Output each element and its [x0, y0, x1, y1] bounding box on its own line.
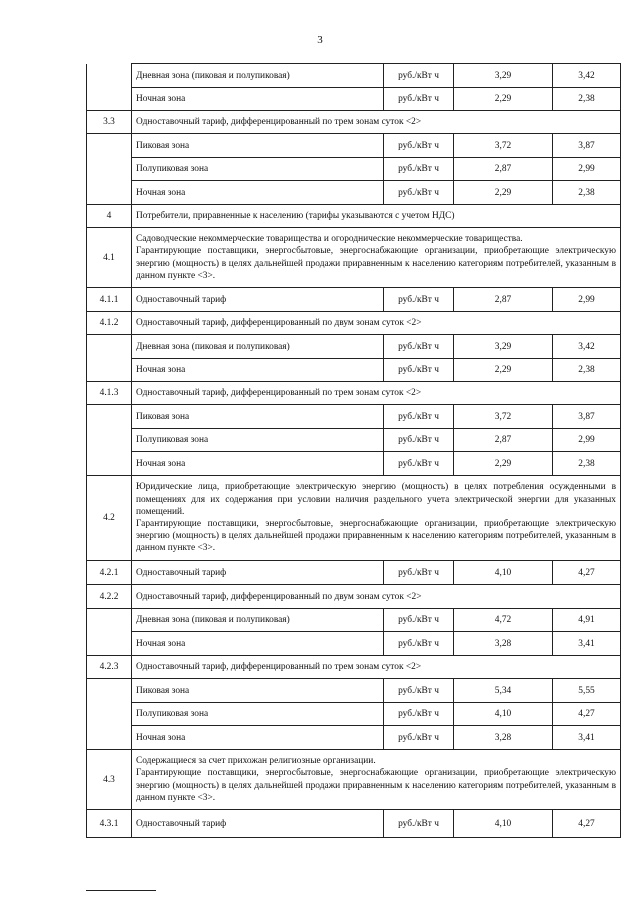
table-row — [87, 205, 621, 228]
unit-cell: руб./кВт ч — [384, 679, 454, 703]
unit-cell: руб./кВт ч — [384, 64, 454, 88]
value-second-half: 3,87 — [553, 134, 621, 158]
value-first-half: 2,87 — [454, 429, 553, 452]
row-number-cell — [87, 64, 132, 88]
section-heading: Одноставочный тариф, дифференцированный по трем зонам суток <2> — [132, 111, 621, 134]
tariff-label: Ночная зона — [132, 181, 384, 205]
row-number-cell — [87, 429, 132, 452]
value-first-half: 3,72 — [454, 405, 553, 429]
table-row — [87, 609, 621, 632]
table-row — [87, 359, 621, 382]
table-row — [87, 288, 621, 312]
row-number: 4.2.1 — [87, 561, 132, 585]
value-first-half: 4,10 — [454, 810, 553, 838]
table-row — [87, 561, 621, 585]
tariff-label: Ночная зона — [132, 726, 384, 750]
value-second-half: 2,38 — [553, 452, 621, 476]
value-second-half: 3,42 — [553, 64, 621, 88]
row-number: 4.1.3 — [87, 382, 132, 405]
value-second-half: 2,38 — [553, 88, 621, 111]
section-heading: Потребители, приравненные к населению (тарифы указываются с учетом НДС) — [132, 205, 621, 228]
table-row — [87, 335, 621, 359]
table-row — [87, 228, 621, 288]
value-second-half: 3,87 — [553, 405, 621, 429]
row-number-cell — [87, 726, 132, 750]
tariff-label: Одноставочный тариф — [132, 810, 384, 838]
tariff-label: Ночная зона — [132, 88, 384, 111]
value-second-half: 3,41 — [553, 726, 621, 750]
value-first-half: 3,28 — [454, 726, 553, 750]
value-second-half: 3,41 — [553, 632, 621, 656]
row-number-cell — [87, 181, 132, 205]
value-first-half: 5,34 — [454, 679, 553, 703]
row-number: 4.1.1 — [87, 288, 132, 312]
value-first-half: 2,87 — [454, 288, 553, 312]
row-number: 4.3 — [87, 750, 132, 810]
value-second-half: 4,91 — [553, 609, 621, 632]
tariff-label: Одноставочный тариф — [132, 561, 384, 585]
value-second-half: 3,42 — [553, 335, 621, 359]
row-number: 3.3 — [87, 111, 132, 134]
table-row — [87, 810, 621, 838]
tariff-label: Полупиковая зона — [132, 703, 384, 726]
table-row — [87, 656, 621, 679]
row-number-cell — [87, 703, 132, 726]
row-number-cell — [87, 359, 132, 382]
tariff-label: Ночная зона — [132, 359, 384, 382]
tariff-label: Одноставочный тариф — [132, 288, 384, 312]
unit-cell: руб./кВт ч — [384, 158, 454, 181]
row-number: 4.2.3 — [87, 656, 132, 679]
tariff-label: Дневная зона (пиковая и полупиковая) — [132, 609, 384, 632]
value-second-half: 2,38 — [553, 181, 621, 205]
value-second-half: 2,99 — [553, 288, 621, 312]
value-second-half: 5,55 — [553, 679, 621, 703]
table-row — [87, 64, 621, 88]
value-second-half: 4,27 — [553, 810, 621, 838]
unit-cell: руб./кВт ч — [384, 609, 454, 632]
value-first-half: 3,29 — [454, 64, 553, 88]
unit-cell: руб./кВт ч — [384, 726, 454, 750]
tariff-table — [86, 63, 621, 838]
unit-cell: руб./кВт ч — [384, 452, 454, 476]
value-second-half: 2,99 — [553, 158, 621, 181]
tariff-label: Полупиковая зона — [132, 158, 384, 181]
unit-cell: руб./кВт ч — [384, 288, 454, 312]
row-number: 4.1.2 — [87, 312, 132, 335]
table-row — [87, 111, 621, 134]
unit-cell: руб./кВт ч — [384, 429, 454, 452]
footnote-rule — [86, 890, 156, 891]
row-number-cell — [87, 679, 132, 703]
unit-cell: руб./кВт ч — [384, 561, 454, 585]
table-row — [87, 679, 621, 703]
row-number-cell — [87, 134, 132, 158]
unit-cell: руб./кВт ч — [384, 810, 454, 838]
tariff-label: Ночная зона — [132, 632, 384, 656]
tariff-label: Пиковая зона — [132, 679, 384, 703]
unit-cell: руб./кВт ч — [384, 405, 454, 429]
page-number: 3 — [317, 34, 323, 46]
value-second-half: 4,27 — [553, 561, 621, 585]
value-second-half: 2,99 — [553, 429, 621, 452]
table-row — [87, 476, 621, 561]
tariff-label: Полупиковая зона — [132, 429, 384, 452]
unit-cell: руб./кВт ч — [384, 359, 454, 382]
value-first-half: 4,10 — [454, 561, 553, 585]
unit-cell: руб./кВт ч — [384, 335, 454, 359]
section-heading: Одноставочный тариф, дифференцированный по двум зонам суток <2> — [132, 312, 621, 335]
tariff-table-body — [87, 64, 621, 838]
tariff-label: Пиковая зона — [132, 405, 384, 429]
row-number: 4.2.2 — [87, 585, 132, 609]
value-first-half: 3,72 — [454, 134, 553, 158]
row-number-cell — [87, 158, 132, 181]
unit-cell: руб./кВт ч — [384, 134, 454, 158]
value-first-half: 2,29 — [454, 359, 553, 382]
tariff-label: Ночная зона — [132, 452, 384, 476]
value-first-half: 2,29 — [454, 181, 553, 205]
value-first-half: 4,10 — [454, 703, 553, 726]
table-row — [87, 88, 621, 111]
unit-cell: руб./кВт ч — [384, 88, 454, 111]
table-row — [87, 134, 621, 158]
value-second-half: 2,38 — [553, 359, 621, 382]
section-heading: Содержащиеся за счет прихожан религиозные организации. Гарантирующие поставщики, энергосбытовые, энергоснабжающие организации, приобретающие электрическую энергию (мощность) в целях дальнейшей продажи приравненным к населению категориям потребителей, указанным в данном пункте <3>. — [132, 750, 621, 810]
value-first-half: 2,29 — [454, 452, 553, 476]
table-row — [87, 405, 621, 429]
row-number-cell — [87, 452, 132, 476]
section-heading: Садоводческие некоммерческие товарищества и огороднические некоммерческие товарищества. Гарантирующие поставщики, энергосбытовые, энергоснабжающие организации, приобретающие электрическую энергию (мощность) в целях дальнейшей продажи приравненным к населению категориям потребителей, указанным в данном пункте <3>. — [132, 228, 621, 288]
section-heading: Одноставочный тариф, дифференцированный по двум зонам суток <2> — [132, 585, 621, 609]
value-first-half: 2,87 — [454, 158, 553, 181]
unit-cell: руб./кВт ч — [384, 703, 454, 726]
table-row — [87, 750, 621, 810]
tariff-label: Дневная зона (пиковая и полупиковая) — [132, 335, 384, 359]
tariff-label: Пиковая зона — [132, 134, 384, 158]
row-number: 4.1 — [87, 228, 132, 288]
table-row — [87, 726, 621, 750]
table-row — [87, 452, 621, 476]
row-number: 4.3.1 — [87, 810, 132, 838]
value-first-half: 3,28 — [454, 632, 553, 656]
table-row — [87, 429, 621, 452]
value-second-half: 4,27 — [553, 703, 621, 726]
row-number-cell — [87, 88, 132, 111]
row-number: 4 — [87, 205, 132, 228]
value-first-half: 4,72 — [454, 609, 553, 632]
row-number: 4.2 — [87, 476, 132, 561]
table-row — [87, 703, 621, 726]
row-number-cell — [87, 405, 132, 429]
table-row — [87, 312, 621, 335]
unit-cell: руб./кВт ч — [384, 181, 454, 205]
section-heading: Одноставочный тариф, дифференцированный по трем зонам суток <2> — [132, 656, 621, 679]
table-row — [87, 585, 621, 609]
table-row — [87, 181, 621, 205]
section-heading: Юридические лица, приобретающие электрическую энергию (мощность) в целях потребления осужденными в помещениях для их содержания при условии наличия раздельного учета электрической энергии для указанных помещений. Гарантирующие поставщики, энергосбытовые, энергоснабжающие организации, приобретающие электрическую энергию (мощность) в целях дальнейшей продажи приравненным к населению категориям потребителей, указанным в данном пункте <3>. — [132, 476, 621, 561]
tariff-label: Дневная зона (пиковая и полупиковая) — [132, 64, 384, 88]
unit-cell: руб./кВт ч — [384, 632, 454, 656]
table-row — [87, 158, 621, 181]
table-row — [87, 632, 621, 656]
table-row — [87, 382, 621, 405]
value-first-half: 2,29 — [454, 88, 553, 111]
row-number-cell — [87, 609, 132, 632]
section-heading: Одноставочный тариф, дифференцированный по трем зонам суток <2> — [132, 382, 621, 405]
row-number-cell — [87, 632, 132, 656]
value-first-half: 3,29 — [454, 335, 553, 359]
row-number-cell — [87, 335, 132, 359]
